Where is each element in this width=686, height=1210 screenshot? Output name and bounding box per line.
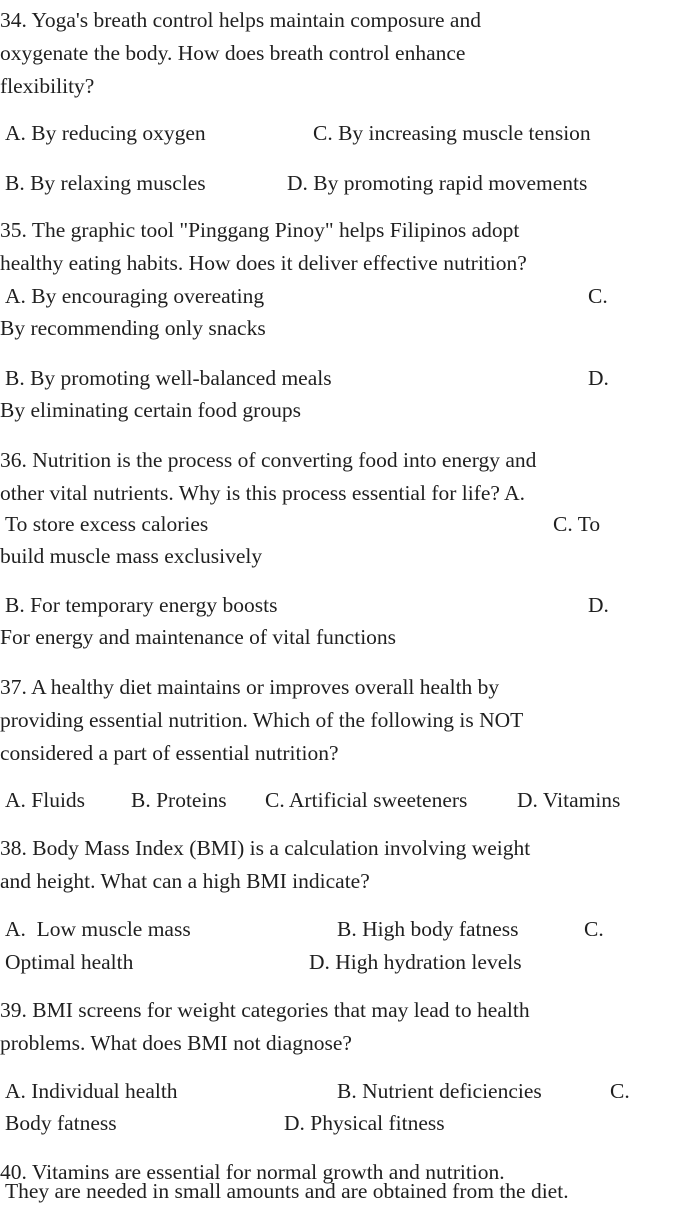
question-34-option-c: C. By increasing muscle tension [313,121,591,145]
question-36-option-a-text: To store excess calories [5,512,209,536]
question-37-option-d: D. Vitamins [517,788,621,812]
question-37-options-row [0,785,686,815]
question-37-option-b: B. Proteins [131,788,227,812]
question-36-option-c-lead: C. To [553,512,601,536]
question-39-option-c-text: Body fatness [5,1111,117,1135]
question-38-option-c-letter: C. [584,917,604,941]
cropped-text-line [0,1179,686,1210]
question-39-stem-line-1: 39. BMI screens for weight categories that may lead to health [0,998,530,1022]
question-36-options-row-1 [0,509,686,539]
question-36-option-d-letter: D. [588,593,609,617]
question-39-option-a: A. Individual health [5,1079,178,1103]
question-34-option-b: B. By relaxing muscles [5,171,206,195]
question-37-stem-line-2: providing essential nutrition. Which of the following is NOT [0,708,524,732]
question-39-options-row-2 [0,1108,686,1138]
question-37-option-a: A. Fluids [5,788,86,812]
question-40-stem-line-2-cropped: They are needed in small amounts and are obtained from the diet. [5,1179,569,1203]
question-39-option-b: B. Nutrient deficiencies [337,1079,542,1103]
question-38-option-c-text: Optimal health [5,950,134,974]
question-36-options-row-2 [0,590,686,620]
question-39-option-d: D. Physical fitness [284,1111,445,1135]
question-38-stem-line-2: and height. What can a high BMI indicate? [0,869,370,893]
question-35-option-d-text: By eliminating certain food groups [0,398,301,422]
question-35-option-c-text: By recommending only snacks [0,316,266,340]
question-38-option-d: D. High hydration levels [309,950,522,974]
question-36-option-d-text: For energy and maintenance of vital functions [0,625,397,649]
question-37-stem-line-1: 37. A healthy diet maintains or improves overall health by [0,675,500,699]
question-35-stem-line-2: healthy eating habits. How does it deliver effective nutrition? [0,251,527,275]
question-38-options-row-2 [0,947,686,977]
question-36-option-b: B. For temporary energy boosts [5,593,278,617]
question-35-option-b: B. By promoting well-balanced meals [5,366,332,390]
question-35-options-row-1 [0,281,686,311]
question-36-stem-line-2: other vital nutrients. Why is this process essential for life? A. [0,481,526,505]
question-37-option-c: C. Artificial sweeteners [265,788,468,812]
question-34-option-a: A. By reducing oxygen [5,121,206,145]
question-35-option-d-letter: D. [588,366,609,390]
question-38-option-b: B. High body fatness [337,917,519,941]
question-34-options-row-2 [0,168,686,198]
question-34-option-d: D. By promoting rapid movements [287,171,588,195]
question-36-stem-line-1: 36. Nutrition is the process of converting food into energy and [0,448,537,472]
question-40-stem-line-1: 40. Vitamins are essential for normal growth and nutrition. [0,1160,505,1184]
question-35-option-c-letter: C. [588,284,608,308]
question-35-stem-line-1: 35. The graphic tool "Pinggang Pinoy" helps Filipinos adopt [0,218,520,242]
question-34-stem-line-2: oxygenate the body. How does breath control enhance [0,41,466,65]
question-37-stem-line-3: considered a part of essential nutrition? [0,741,339,765]
question-39-options-row-1 [0,1076,686,1106]
question-35-options-row-2 [0,363,686,393]
question-35-option-a: A. By encouraging overeating [5,284,265,308]
question-38-options-row-1 [0,914,686,944]
question-34-options-row-1 [0,118,686,148]
question-39-option-c-letter: C. [610,1079,630,1103]
question-39-stem-line-2: problems. What does BMI not diagnose? [0,1031,352,1055]
question-36-option-c-text: build muscle mass exclusively [0,544,263,568]
question-38-stem-line-1: 38. Body Mass Index (BMI) is a calculation involving weight [0,836,531,860]
question-34-stem-line-1: 34. Yoga's breath control helps maintain composure and [0,8,481,32]
question-38-option-a: A. Low muscle mass [5,917,191,941]
question-34-stem-line-3: flexibility? [0,74,95,98]
